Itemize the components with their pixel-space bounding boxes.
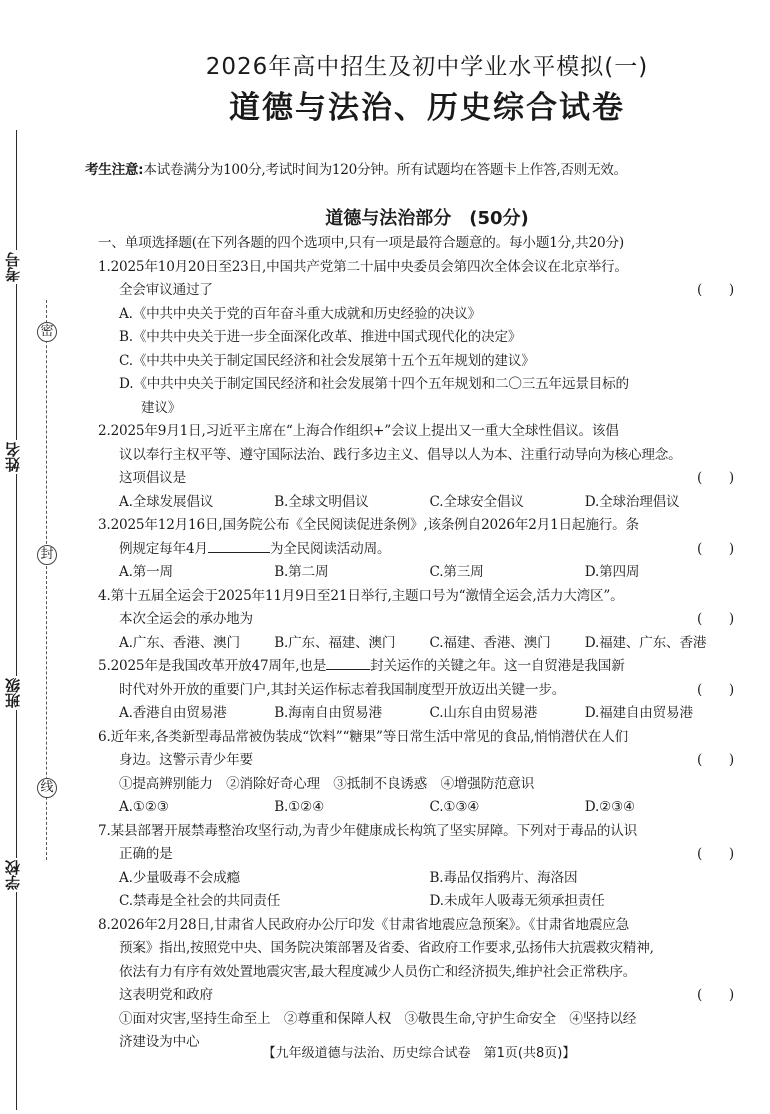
option-a: A.第一周	[119, 564, 173, 580]
question-6	[98, 726, 740, 820]
answer-parentheses: ( )	[697, 987, 734, 1003]
option-d: D.福建自由贸易港	[584, 705, 693, 721]
options-row	[98, 632, 740, 656]
exam-subject-title: 道德与法治、历史综合试卷	[229, 90, 625, 126]
question-stem: 封关运作的关键之年。这一自贸港是我国新	[370, 658, 625, 674]
question-stem: 正确的是	[119, 846, 173, 862]
options-row	[98, 796, 740, 820]
answer-parentheses: ( )	[697, 470, 734, 486]
seal-char-feng: 封	[37, 545, 57, 565]
options-row	[98, 890, 740, 914]
option-d: D.全球治理倡议	[584, 493, 680, 510]
seal-char-mi: 密	[37, 322, 57, 342]
question-stem: 这项倡议是	[119, 470, 186, 486]
statement-items-continued: 济建设为中心	[119, 1034, 200, 1050]
question-stem: 这表明党和政府	[119, 987, 213, 1003]
answer-parentheses: ( )	[697, 540, 734, 557]
option-d: D.《中共中央关于制定国民经济和社会发展第十四个五年规划和二〇三五年远景目标的	[119, 376, 629, 392]
answer-parentheses: ( )	[697, 611, 734, 627]
options-row	[98, 561, 740, 585]
exam-number-label: 考号	[4, 252, 22, 282]
option-c: C.《中共中央关于制定国民经济和社会发展第十五个五年规划的建议》	[119, 352, 535, 369]
notice-label: 考生注意:	[85, 162, 144, 178]
answer-parentheses: ( )	[697, 846, 734, 862]
answer-parentheses: ( )	[697, 282, 734, 298]
section-title: 道德与法治部分 (50分)	[325, 208, 529, 229]
option-b: B.《中共中央关于进一步全面深化改革、推进中国式现代化的决定》	[119, 329, 522, 345]
option-b: B.第二周	[274, 564, 329, 580]
option-b: B.海南自由贸易港	[274, 705, 382, 721]
name-label: 姓名	[4, 442, 22, 472]
option-c: C.第三周	[429, 564, 484, 580]
question-stem: 2.2025年9月1日,习近平主席在“上海合作组织+”会议上提出又一重大全球性倡议。该倡	[98, 423, 619, 439]
option-b: B.全球文明倡议	[274, 493, 369, 510]
school-label: 学校	[4, 860, 22, 890]
question-stem: 8.2026年2月28日,甘肃省人民政府办公厅印发《甘肃省地震应急预案》。《甘肃省地震应急	[98, 916, 630, 933]
question-stem: 议以奉行主权平等、遵守国际法治、践行多边主义、倡导以人为本、注重行动导向为核心理念。	[119, 446, 682, 463]
question-8	[98, 914, 740, 1055]
part-heading: 一、单项选择题(在下列各题的四个选项中,只有一项是最符合题意的。每小题1分,共20分)	[98, 235, 624, 251]
notice-text: 本试卷满分为100分,考试时间为120分钟。所有试题均在答题卡上作答,否则无效。	[143, 162, 627, 178]
option-c: C.山东自由贸易港	[429, 705, 538, 721]
answer-parentheses: ( )	[697, 681, 734, 698]
question-list	[98, 232, 740, 1055]
question-3	[98, 514, 740, 585]
option-b: B.①②④	[274, 799, 325, 815]
question-stem: 依法有力有序有效处置地震灾害,最大程度减少人员伤亡和经济损失,维护社会正常秩序。	[119, 963, 637, 980]
class-label: 班级	[4, 678, 22, 708]
option-c: C.福建、香港、澳门	[429, 634, 551, 651]
option-d: D.福建、广东、香港	[584, 634, 707, 651]
fill-blank	[326, 655, 370, 670]
candidate-notice	[85, 160, 755, 180]
question-stem: 本次全运会的承办地为	[119, 611, 253, 627]
seal-dashed-line	[46, 300, 47, 860]
question-stem: 时代对外开放的重要门户,其封关运作标志着我国制度型开放迈出关键一步。	[119, 681, 566, 698]
question-stem: 身边。这警示青少年要	[119, 752, 253, 768]
options-row	[98, 867, 740, 891]
option-d: D.②③④	[584, 799, 636, 815]
question-stem: 预案》指出,按照党中央、国务院决策部署及省委、省政府工作要求,弘扬伟大抗震救灾精神,	[119, 940, 654, 956]
question-4	[98, 585, 740, 656]
option-a: A.《中共中央关于党的百年奋斗重大成就和历史经验的决议》	[119, 305, 481, 322]
question-7	[98, 820, 740, 914]
question-stem: 全会审议通过了	[119, 282, 213, 298]
question-5	[98, 655, 740, 726]
binding-margin	[0, 0, 60, 1114]
question-1	[98, 256, 740, 421]
option-c: C.禁毒是全社会的共同责任	[119, 893, 281, 909]
question-stem: 3.2025年12月16日,国务院公布《全民阅读促进条例》,该条例自2026年2月1日起施行。条	[98, 517, 639, 533]
question-2	[98, 420, 740, 514]
option-d-continued: 建议》	[141, 399, 182, 416]
question-stem: 1.2025年10月20日至23日,中国共产党第二十届中央委员会第四次全体会议在北京举行。	[98, 258, 628, 275]
option-a: A.少量吸毒不会成瘾	[119, 869, 240, 886]
option-a: A.香港自由贸易港	[119, 705, 227, 721]
option-b: B.广东、福建、澳门	[274, 634, 396, 651]
question-stem: 6.近年来,各类新型毒品常被伪装成“饮料”“糖果”等日常生活中常见的食品,悄悄潜伏在人们	[98, 728, 628, 745]
options-row	[98, 491, 740, 515]
option-d: D.第四周	[584, 564, 640, 580]
option-a: A.全球发展倡议	[119, 493, 214, 510]
fill-blank	[208, 538, 270, 553]
question-stem: 4.第十五届全运会于2025年11月9日至21日举行,主题口号为“激情全运会,活力大湾区”。	[98, 587, 624, 604]
question-stem: 7.某县部署开展禁毒整治攻坚行动,为青少年健康成长构筑了坚实屏障。下列对于毒品的认识	[98, 822, 638, 839]
page-footer: 【九年级道德与法治、历史综合试卷 第1页(共8页)】	[262, 1046, 576, 1061]
option-c: C.①③④	[429, 799, 480, 815]
statement-items: ①提高辨别能力 ②消除好奇心理 ③抵制不良诱惑 ④增强防范意识	[119, 775, 535, 792]
option-c: C.全球安全倡议	[429, 493, 524, 510]
options-row	[98, 702, 740, 726]
option-b: B.毒品仅指鸦片、海洛因	[429, 869, 578, 886]
question-stem: 5.2025年是我国改革开放47周年,也是	[98, 658, 327, 674]
statement-items: ①面对灾害,坚持生命至上 ②尊重和保障人权 ③敬畏生命,守护生命安全 ④坚持以经	[119, 1010, 637, 1027]
question-stem: 例规定每年4月	[119, 540, 208, 557]
question-stem: 为全民阅读活动周。	[269, 540, 391, 557]
seal-char-xian: 线	[37, 778, 57, 798]
option-d: D.未成年人吸毒无须承担责任	[429, 893, 605, 909]
option-a: A.广东、香港、澳门	[119, 634, 240, 651]
exam-title: 2026年高中招生及初中学业水平模拟(一)	[205, 54, 649, 80]
answer-parentheses: ( )	[697, 752, 734, 768]
option-a: A.①②③	[119, 799, 169, 815]
exam-header	[112, 52, 742, 128]
